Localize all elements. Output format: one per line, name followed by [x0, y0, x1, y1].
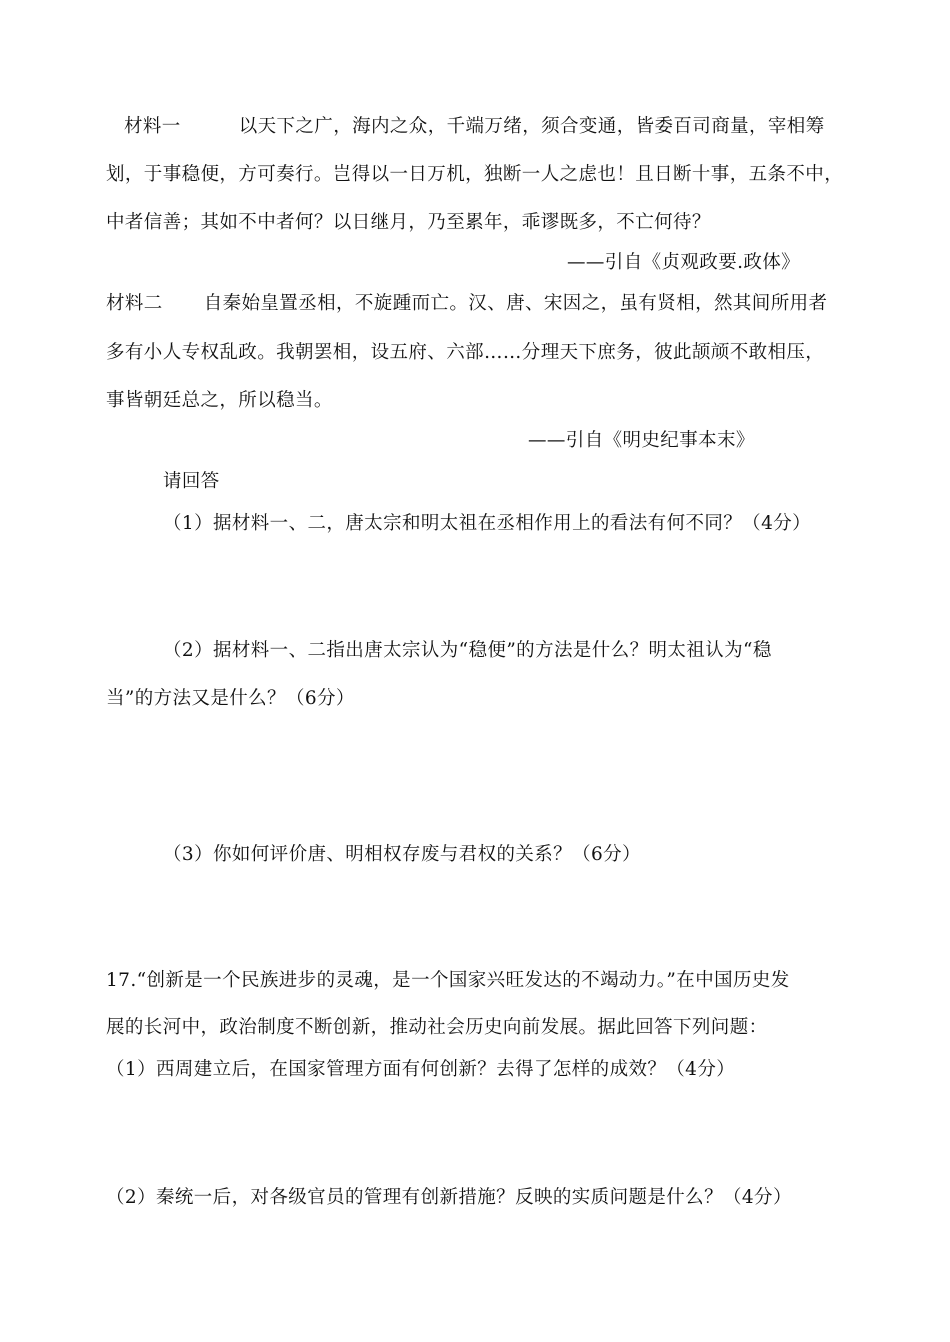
material2-text-line-1: 自秦始皇置丞相，不旋踵而亡。汉、唐、宋因之，虽有贤相，然其间所用者 — [203, 293, 828, 314]
material1-source: ——引自《贞观政要.政体》 — [567, 252, 801, 273]
q17-intro-line2: 展的长河中，政治制度不断创新，推动社会历史向前发展。据此回答下列问题： — [106, 1017, 768, 1038]
material2-text-line-2: 多有小人专权乱政。我朝罢相，设五府、六部……分理天下庶务，彼此颉颃不敢相压， — [106, 342, 825, 363]
material2-label: 材料二 — [106, 293, 163, 314]
q16-part2-line2: 当”的方法又是什么？（6分） — [106, 688, 355, 709]
material1-label: 材料一 — [124, 116, 181, 137]
material2-first-line — [106, 292, 827, 316]
q16-part1: （1）据材料一、二，唐太宗和明太祖在丞相作用上的看法有何不同？（4分） — [163, 513, 812, 534]
material1-text-line-2: 划，于事稳便，方可奏行。岂得以一日万机，独断一人之虑也！且日断十事，五条不中， — [106, 164, 844, 185]
q17-intro-line1: 17.“创新是一个民族进步的灵魂，是一个国家兴旺发达的不竭动力。”在中国历史发 — [106, 970, 790, 991]
material2-text-line-3: 事皆朝廷总之，所以稳当。 — [106, 390, 333, 411]
q17-part1: （1）西周建立后，在国家管理方面有何创新？去得了怎样的成效？（4分） — [106, 1059, 736, 1080]
material1-text-line-3: 中者信善；其如不中者何？以日继月，乃至累年，乖谬既多，不亡何待？ — [106, 212, 711, 233]
q17-part2: （2）秦统一后，对各级官员的管理有创新措施？反映的实质问题是什么？（4分） — [106, 1187, 792, 1208]
material1-first-line — [124, 115, 825, 139]
q16-part3: （3）你如何评价唐、明相权存废与君权的关系？（6分） — [163, 844, 641, 865]
q16-part2-line1: （2）据材料一、二指出唐太宗认为“稳便”的方法是什么？明太祖认为“稳 — [163, 640, 772, 661]
material1-text-line-1: 以天下之广，海内之众，千端万绪，须合变通，皆委百司商量，宰相筹 — [238, 116, 825, 137]
answer-prompt: 请回答 — [163, 471, 220, 492]
material2-source: ——引自《明史纪事本末》 — [528, 430, 755, 451]
